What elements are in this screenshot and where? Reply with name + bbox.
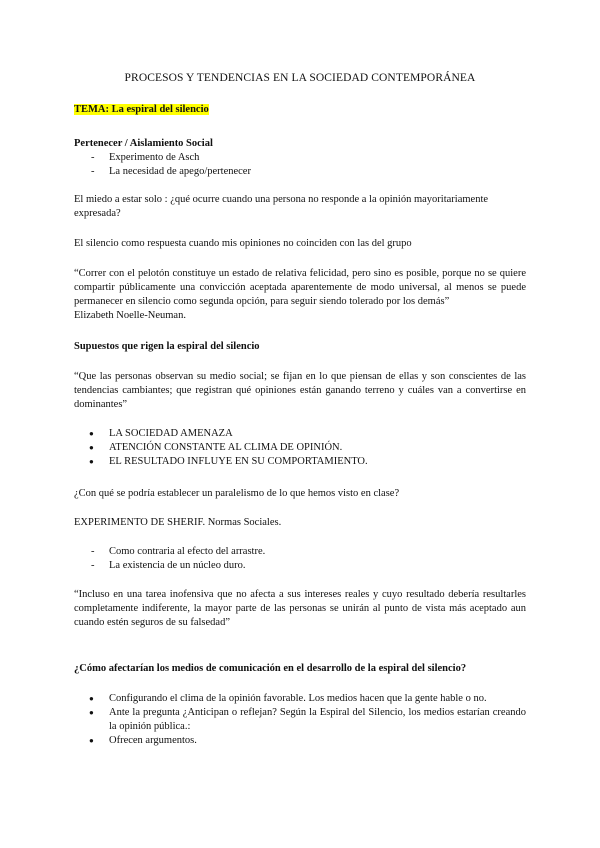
topic-line: [74, 103, 209, 117]
list-item: ● Ante la pregunta ¿Anticipan o reflejan? Según la Espiral del Silencio, los medios estarían creando la opinión pública.:: [74, 706, 526, 734]
list-item: - Como contraria al efecto del arrastre.: [74, 545, 526, 559]
medios-list: [74, 692, 526, 748]
bullet-list: [74, 427, 526, 469]
sherif-list: [74, 545, 526, 573]
paragraph-silencio: El silencio como respuesta cuando mis opiniones no coinciden con las del grupo: [74, 238, 412, 249]
supuestos-list: [74, 427, 526, 469]
list-item: - La existencia de un núcleo duro.: [74, 559, 526, 573]
list-item: - La necesidad de apego/pertenecer: [74, 165, 526, 179]
question-paralelismo: ¿Con qué se podría establecer un paralelismo de lo que hemos visto en clase?: [74, 488, 400, 499]
quote-supuestos: “Que las personas observan su medio social; se fijan en lo que piensan de ellas y son conscientes de las tendencias cambiantes; que registran qué opiniones están ganando terreno y cuáles van a convertirse en dominantes”: [74, 371, 526, 410]
dash-list: [74, 151, 526, 179]
dash-list: [74, 545, 526, 573]
document-title: PROCESOS Y TENDENCIAS EN LA SOCIEDAD CONTEMPORÁNEA: [124, 72, 476, 84]
list-item: ● Ofrecen argumentos.: [74, 734, 526, 748]
list-item: ● EL RESULTADO INFLUYE EN SU COMPORTAMIENTO.: [74, 455, 526, 469]
list-item: ● Configurando el clima de la opinión favorable. Los medios hacen que la gente hable o no.: [74, 692, 526, 706]
section-heading-medios: ¿Cómo afectarían los medios de comunicación en el desarrollo de la espiral del silencio?: [74, 663, 467, 674]
sherif-heading: EXPERIMENTO DE SHERIF. Normas Sociales.: [74, 517, 282, 528]
quote-sherif: “Incluso en una tarea inofensiva que no afecta a sus intereses reales y cuyo resultado debería resultarles completamente indiferente, la mayor parte de las personas se unirán al punto de vista más aceptado aun cuando estén seguros de su falsedad”: [74, 589, 526, 628]
quote-author: Elizabeth Noelle-Neuman.: [74, 310, 186, 321]
section-heading: Pertenecer / Aislamiento Social: [74, 138, 213, 149]
paragraph-miedo: El miedo a estar solo : ¿qué ocurre cuando una persona no responde a la opinión mayoritariamente expresada?: [74, 194, 489, 219]
list-item: ● LA SOCIEDAD AMENAZA: [74, 427, 526, 441]
quote-noelle: [74, 267, 526, 323]
bullet-list: [74, 692, 526, 748]
quote-text: “Correr con el pelotón constituye un estado de relativa felicidad, pero sino es posible, porque no se quiere compartir públicamente una convicción aceptada aparentemente de modo universal, al menos se puede permanecer en silencio como segunda opción, para seguir siendo tolerado por los demás”: [74, 268, 526, 307]
section-pertenecer: [74, 137, 526, 179]
list-item: - Experimento de Asch: [74, 151, 526, 165]
list-item: ● ATENCIÓN CONSTANTE AL CLIMA DE OPINIÓN.: [74, 441, 526, 455]
topic-highlight: TEMA: La espiral del silencio: [74, 104, 209, 115]
section-heading-supuestos: Supuestos que rigen la espiral del silencio: [74, 341, 260, 352]
